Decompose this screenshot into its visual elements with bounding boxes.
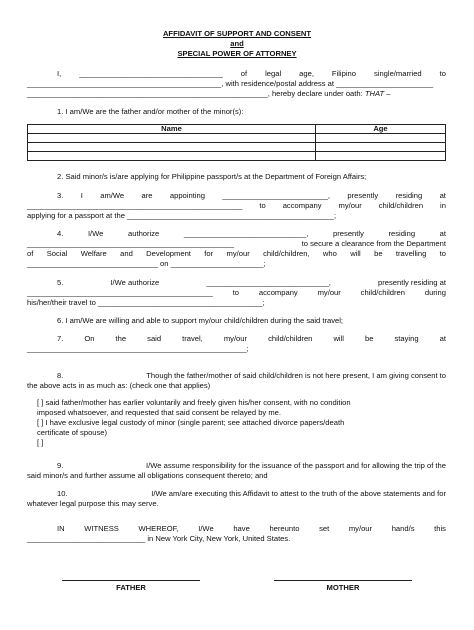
item-6: 6. I am/We are willing and able to support my/our child/children during the said travel; [57,316,344,325]
item-4-line-4: _______________________________ on ______________________; [27,259,266,268]
age-cell[interactable] [316,134,446,143]
document-and: and [230,39,244,48]
item-8-option-2[interactable]: [ ] I have exclusive legal custody of minor (single parent; see attached divorce papers/death [37,418,345,427]
table-row[interactable] [28,152,446,161]
item-8-line-2: the above acts in as much as: (check one that applies) [27,381,211,390]
item-4-line-2: _________________________________________________ to secure a clearance from the Department [27,239,446,248]
document-subtitle: SPECIAL POWER OF ATTORNEY [177,49,297,58]
mother-label: MOTHER [326,583,360,592]
witness-line-2: ____________________________ in New York City, New York, United States. [27,534,291,543]
item-5-line-3: his/her/their travel to _______________________________________; [27,298,265,307]
item-5-line-2: ____________________________________________ to accompany my/our child/children during [27,288,446,297]
witness-line-1: IN WITNESS WHEREOF, I/We have hereunto set my/our hand/s this [57,524,446,533]
table-row[interactable] [28,143,446,152]
item-3-line-2: ___________________________________________________ to accompany my/our child/children in [27,201,446,210]
item-8-option-2-cont: certificate of spouse) [37,428,108,437]
age-cell[interactable] [316,152,446,161]
item-3-line-1: 3. I am/We are appointing _________________________, presently residing at [57,191,446,200]
table-header-row [28,125,446,134]
item-10-line-1: 10. I/We am/are executing this Affidavit to attest to the truth of the above statements and for [57,489,446,498]
item-7-line-1: 7. On the said travel, my/our child/children will be staying at [57,334,446,343]
name-cell[interactable] [28,143,316,152]
item-9-line-2: said minor/s and further assume all obligations consequent thereto; and [27,471,268,480]
intro-line-1: I, __________________________________ of legal age, Filipino single/married to [57,69,446,78]
item-2: 2. Said minor/s is/are applying for Philippine passport/s at the Department of Foreign Affairs; [57,172,367,181]
item-8-option-3[interactable]: [ ] [37,438,44,447]
item-7-line-2: ____________________________________________________; [27,344,249,353]
item-1: 1. I am/We are the father and/or mother of the minor(s): [57,107,244,116]
father-label: FATHER [116,583,146,592]
document-title: AFFIDAVIT OF SUPPORT AND CONSENT [162,29,312,38]
name-cell[interactable] [28,152,316,161]
item-10-line-2: whatever legal purpose this may serve. [27,499,159,508]
minors-table [27,124,446,161]
item-5-line-1: 5. I/We authorize _____________________________, presently residing at [57,278,446,287]
item-4-line-1: 4. I/We authorize _____________________________, presently residing at [57,229,446,238]
mother-signature-line[interactable] [274,580,412,581]
item-3-line-3: applying for a passport at the _________________________________________________; [27,211,337,220]
name-cell[interactable] [28,134,316,143]
item-4-line-3: of Social Welfare and Development for my/our child/children, who will be travelling to [27,249,446,258]
table-row[interactable] [28,134,446,143]
column-header-age: Age [316,125,446,134]
age-cell[interactable] [316,143,446,152]
column-header-name: Name [28,125,316,134]
intro-line-3: _________________________________________________________, hereby declare under oath: THAT – [27,89,391,98]
item-8-option-1[interactable]: [ ] said father/mother has earlier voluntarily and freely given his/her consent, with no condition [37,398,351,407]
item-8-line-1: 8. Though the father/mother of said child/children is not here present, I am giving consent to [57,371,446,380]
item-9-line-1: 9. I/We assume responsibility for the issuance of the passport and for allowing the trip of the [57,461,446,470]
item-8-option-1-cont: imposed whatsoever, and requested that said consent be relayed by me. [37,408,281,417]
father-signature-line[interactable] [62,580,200,581]
intro-line-2: ______________________________________________, with residence/postal address at _______________________ [27,79,434,88]
